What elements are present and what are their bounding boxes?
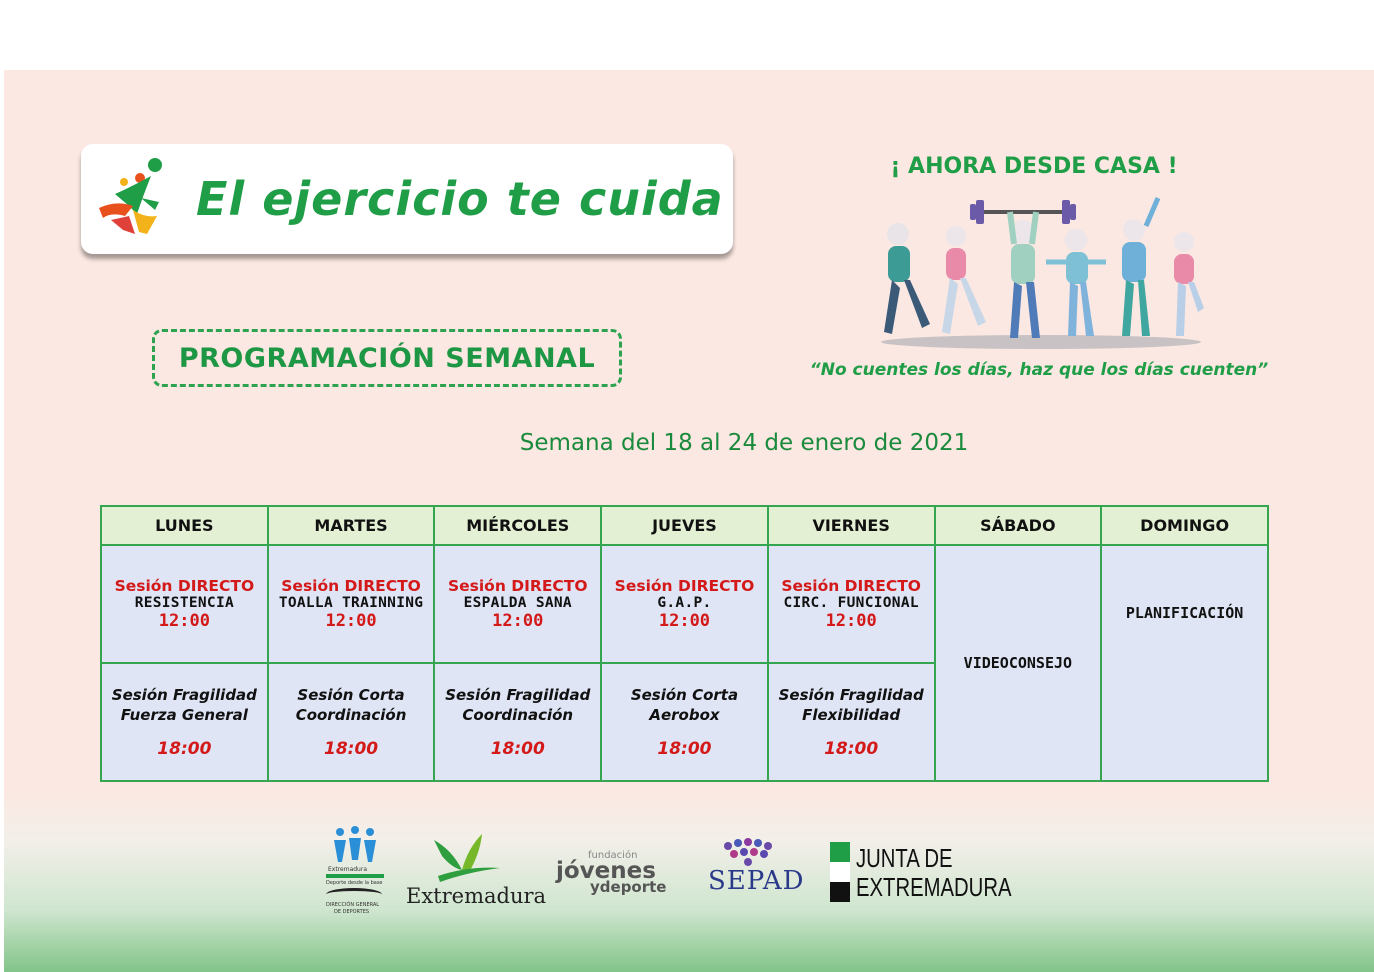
short-session-title: Sesión Fragilidad — [778, 686, 924, 704]
live-session-row — [101, 545, 1268, 663]
logo2-name: Extremadura — [406, 884, 547, 908]
short-session-focus: Flexibilidad — [802, 706, 901, 724]
program-logo-title: El ejercicio te cuida — [196, 172, 724, 226]
live-session-time: 12:00 — [825, 611, 877, 631]
weekly-program-badge — [152, 329, 622, 387]
short-session-cell — [601, 663, 768, 781]
logo3-b: ydeporte — [590, 878, 667, 896]
exercising-seniors-illustration — [876, 192, 1206, 350]
live-session-activity: CIRC. FUNCIONAL — [783, 595, 919, 611]
logo1-name: Extremadura — [328, 866, 367, 873]
extremadura-logo — [406, 830, 547, 916]
short-session-focus: Aerobox — [649, 706, 720, 724]
live-session-label: Sesión DIRECTO — [114, 577, 255, 595]
short-session-time: 18:00 — [490, 739, 545, 759]
flag-white — [830, 862, 850, 882]
saturday-cell — [935, 545, 1102, 781]
weekly-schedule-table — [100, 505, 1269, 782]
sunday-activity: PLANIFICACIÓN — [1125, 604, 1244, 622]
sepad-dots-icon — [720, 838, 776, 868]
live-session-label: Sesión DIRECTO — [281, 577, 421, 595]
live-session-cell — [768, 545, 935, 663]
short-session-time: 18:00 — [657, 739, 712, 759]
weekly-program-label: PROGRAMACIÓN SEMANAL — [178, 342, 596, 374]
children-figures-icon — [330, 826, 380, 864]
junta-extremadura-logo — [830, 842, 1012, 906]
logo1-dept2: DE DEPORTES — [334, 909, 370, 915]
logo1-swoosh — [326, 888, 382, 901]
sunday-cell — [1101, 545, 1268, 781]
day-header-friday: VIERNES — [768, 506, 935, 545]
day-header-tuesday: MARTES — [268, 506, 435, 545]
poster — [4, 70, 1374, 972]
logo3-small: fundación — [588, 850, 638, 861]
live-session-time: 12:00 — [158, 611, 210, 631]
short-session-time: 18:00 — [157, 739, 212, 759]
tagline: ¡ AHORA DESDE CASA ! — [890, 154, 1178, 179]
short-session-cell — [434, 663, 601, 781]
extremadura-swoosh-icon — [428, 830, 506, 882]
day-header-monday: LUNES — [101, 506, 268, 545]
short-session-cell — [101, 663, 268, 781]
live-session-cell — [601, 545, 768, 663]
short-session-cell — [268, 663, 435, 781]
schedule-header-row — [101, 506, 1268, 545]
live-session-activity: TOALLA TRAINNING — [278, 595, 424, 611]
day-header-saturday: SÁBADO — [935, 506, 1102, 545]
live-session-label: Sesión DIRECTO — [614, 577, 755, 595]
logo3-a: jóvenes — [556, 858, 656, 884]
saturday-activity: VIDEOCONSEJO — [963, 654, 1073, 672]
flag-black — [830, 882, 850, 902]
short-session-title: Sesión Corta — [297, 686, 405, 704]
logo1-stripe — [326, 874, 384, 878]
short-session-title: Sesión Fragilidad — [111, 686, 257, 704]
logo4-name: SEPAD — [708, 866, 805, 896]
short-session-title: Sesión Corta — [630, 686, 739, 704]
logo5-line2: EXTREMADURA — [856, 872, 1012, 902]
live-session-cell — [101, 545, 268, 663]
live-session-time: 12:00 — [658, 611, 711, 631]
logo5-line1: JUNTA DE — [856, 843, 953, 873]
day-header-wednesday: MIÉRCOLES — [434, 506, 601, 545]
logo1-dept: DIRECCIÓN GENERAL — [326, 902, 380, 908]
motivational-quote: “No cuentes los días, haz que los días cuenten” — [809, 360, 1269, 380]
day-header-thursday: JUEVES — [601, 506, 768, 545]
fundacion-jovenes-deporte-logo — [552, 850, 682, 900]
short-session-focus: Coordinación — [295, 706, 407, 724]
live-session-time: 12:00 — [325, 611, 377, 631]
live-session-label: Sesión DIRECTO — [781, 577, 921, 595]
short-session-time: 18:00 — [824, 739, 879, 759]
live-session-activity: ESPALDA SANA — [463, 595, 572, 611]
short-session-title: Sesión Fragilidad — [445, 686, 591, 704]
short-session-focus: Coordinación — [462, 706, 574, 724]
short-session-time: 18:00 — [323, 739, 379, 759]
live-session-activity: G.A.P. — [657, 595, 712, 611]
live-session-time: 12:00 — [492, 611, 544, 631]
short-session-cell — [768, 663, 935, 781]
live-session-activity: RESISTENCIA — [134, 595, 235, 611]
deportes-extremadura-logo — [324, 826, 390, 916]
live-session-label: Sesión DIRECTO — [447, 577, 588, 595]
day-header-sunday: DOMINGO — [1101, 506, 1268, 545]
sepad-logo — [688, 838, 812, 908]
week-dates: Semana del 18 al 24 de enero de 2021 — [519, 430, 969, 456]
flag-green — [830, 842, 850, 862]
logo1-sub: Deporte desde la base — [326, 880, 383, 886]
program-logo-card — [81, 144, 733, 254]
sponsor-logos — [4, 820, 1374, 930]
live-session-cell — [268, 545, 435, 663]
short-session-focus: Fuerza General — [120, 706, 248, 724]
exercise-logo-icon — [93, 156, 173, 242]
live-session-cell — [434, 545, 601, 663]
